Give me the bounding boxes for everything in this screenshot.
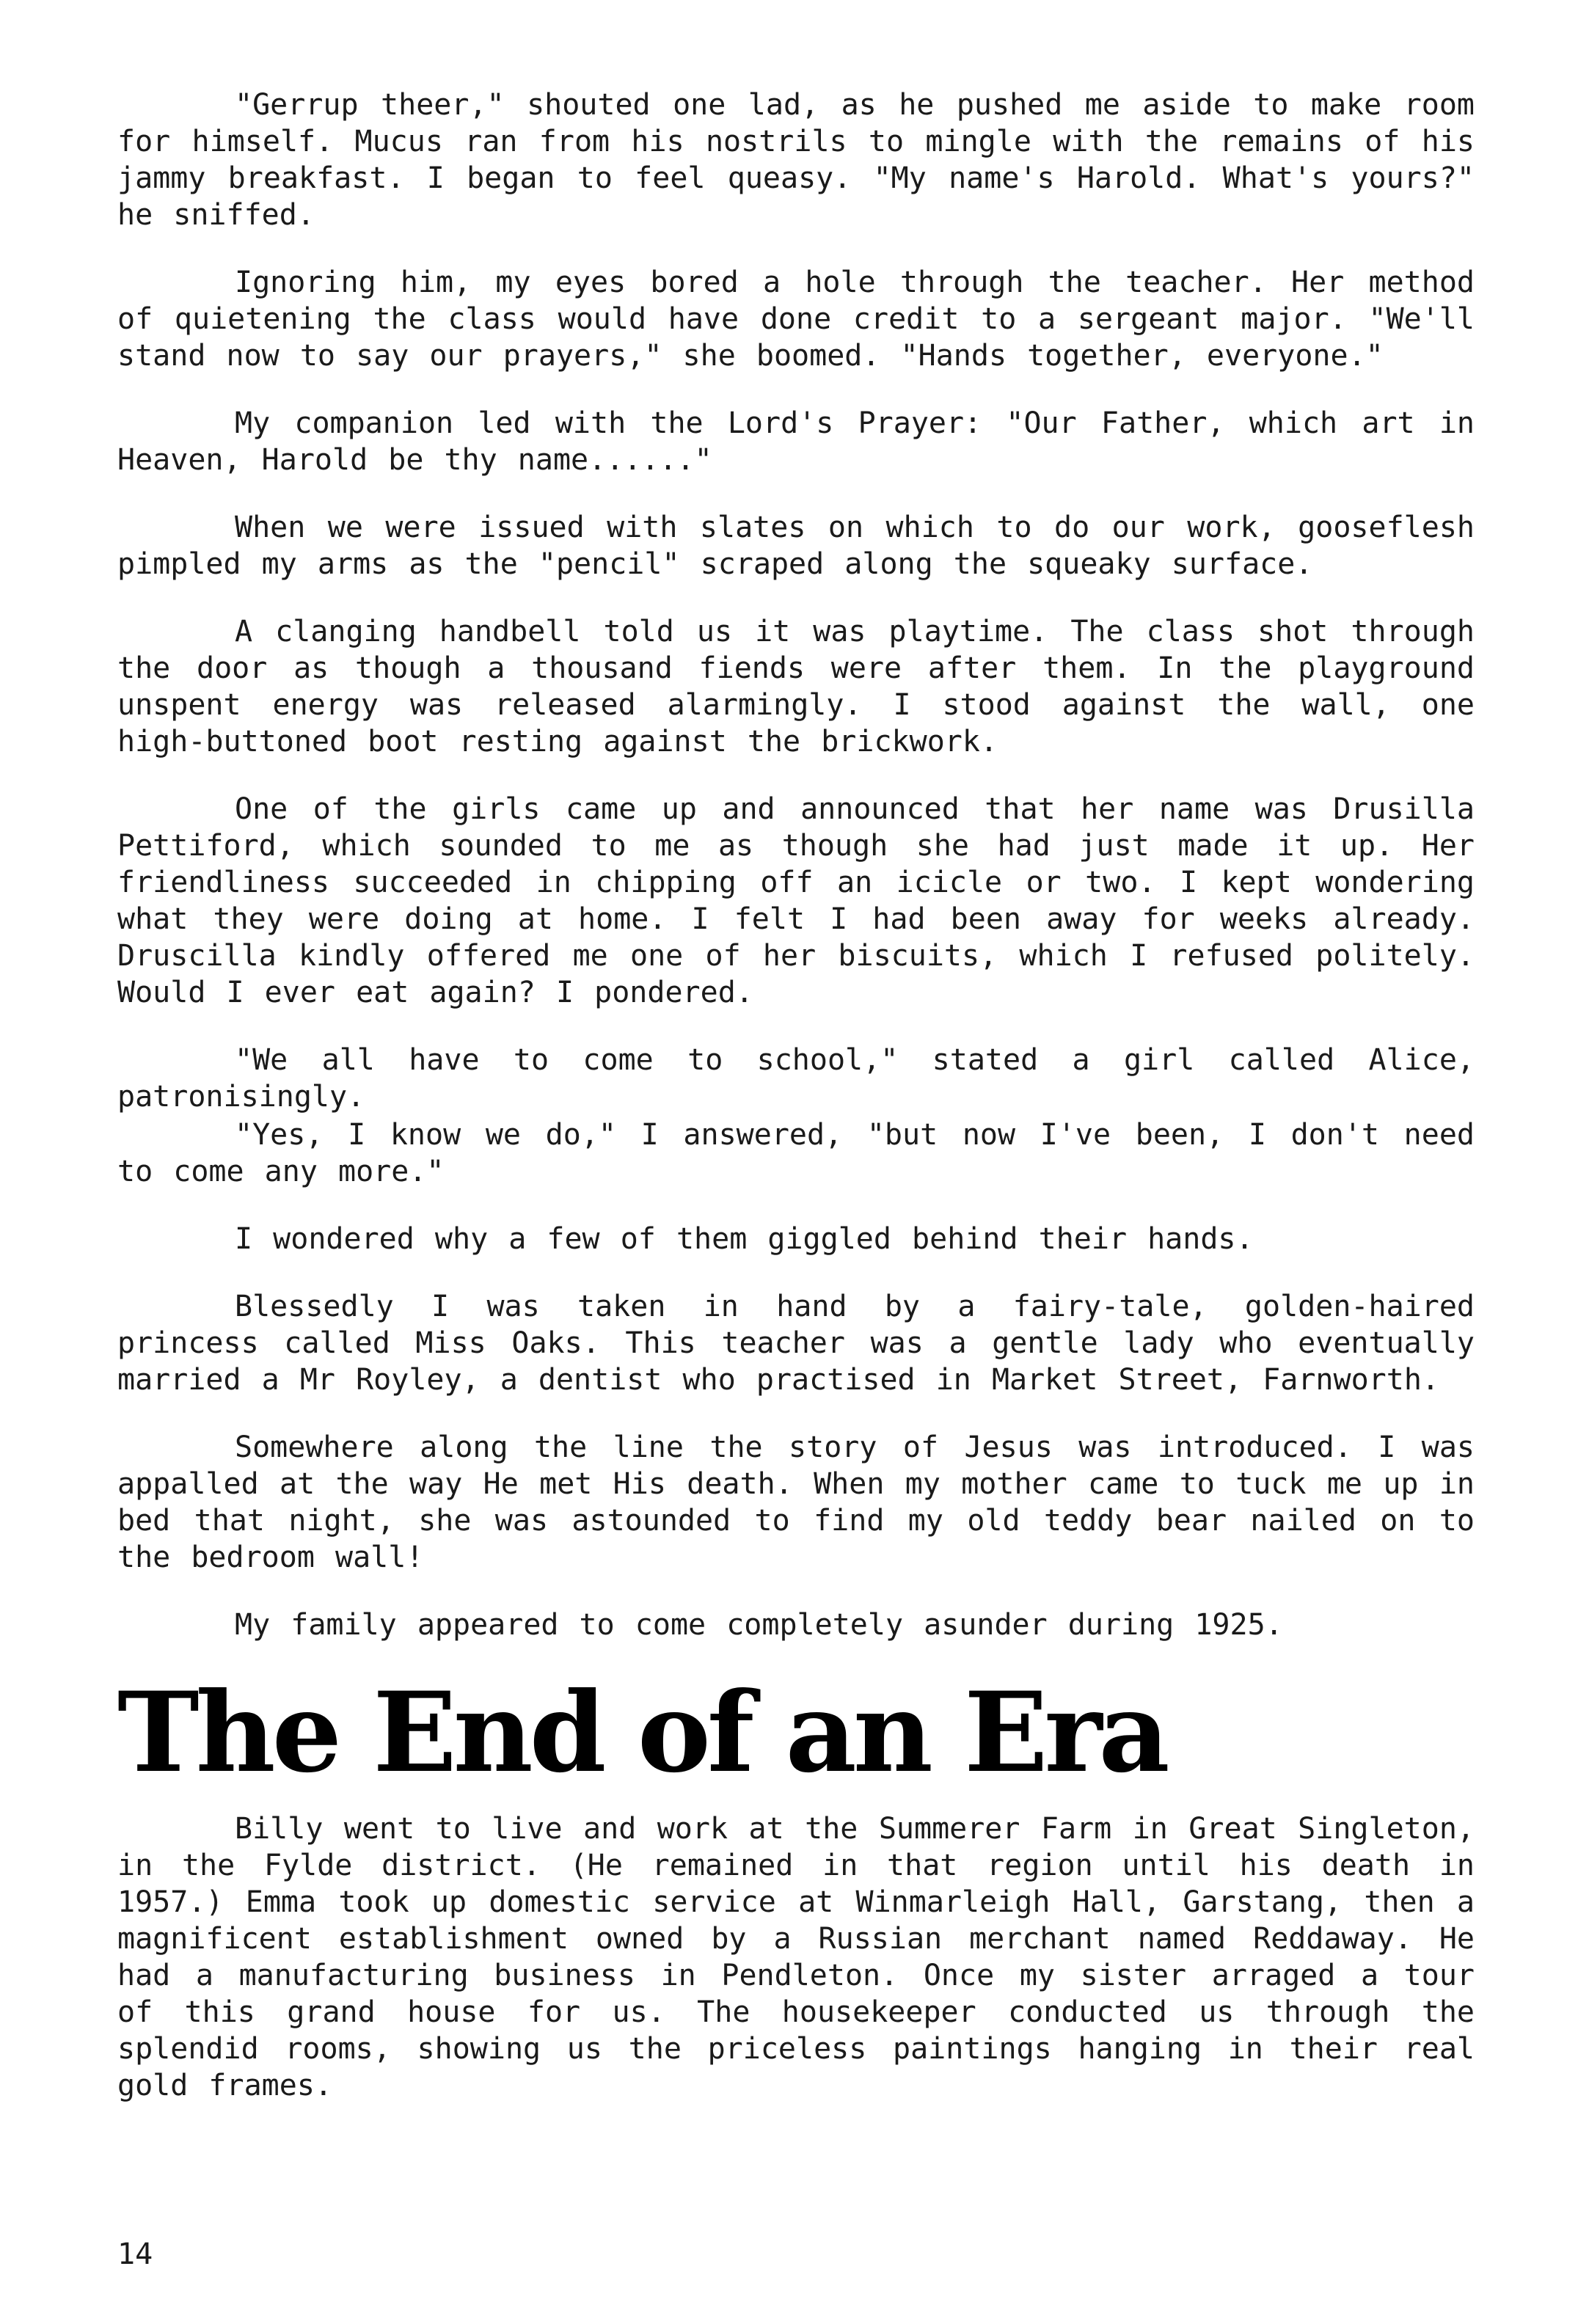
paragraph-jesus-story: Somewhere along the line the story of Jesus was introduced. I was appalled at the way He met His death. When my mother came to tuck me up in bed that night, she was astounded to find my old teddy bear nailed on to the bedroom wall! — [117, 1430, 1475, 1574]
paragraph-billy-emma: Billy went to live and work at the Summerer Farm in Great Singleton, in the Fylde district. (He remained in that region until his death in 1957.) Emma took up domestic service at Winmarleigh Hall, Garstang, then a magnificent establishment owned by a Russian merchant named Reddaway. He had a manufacturing business in Pendleton. Once my sister arraged a tour of this grand house for us. The housekeeper conducted us through the splendid rooms, showing us the priceless paintings hanging in their real gold frames. — [117, 1812, 1475, 2102]
paragraph-lords-prayer: My companion led with the Lord's Prayer: "Our Father, which art in Heaven, Harold be thy name......" — [117, 406, 1475, 477]
paragraph-teacher-prayers: Ignoring him, my eyes bored a hole through the teacher. Her method of quietening the class would have done credit to a sergeant major. "We'll stand now to say our prayers," she boomed. "Hands together, everyone." — [117, 266, 1475, 373]
paragraph-miss-oaks: Blessedly I was taken in hand by a fairy-tale, golden-haired princess called Miss Oaks. This teacher was a gentle lady who eventually married a Mr Royley, a dentist who practised in Market Street, Farnworth. — [117, 1290, 1475, 1397]
paragraph-slates: When we were issued with slates on which to do our work, gooseflesh pimpled my arms as the "pencil" scraped along the squeaky surface. — [117, 511, 1475, 581]
paragraph-answer: "Yes, I know we do," I answered, "but now I've been, I don't need to come any more." — [117, 1118, 1475, 1188]
paragraph-playtime: A clanging handbell told us it was playtime. The class shot through the door as though a thousand fiends were after them. In the playground unspent energy was released alarmingly. I stood against the wall, one high-buttoned boot resting against the brickwork. — [117, 615, 1475, 759]
page-number: 14 — [117, 2237, 153, 2271]
book-page — [117, 87, 1475, 2273]
paragraph-family-asunder: My family appeared to come completely asunder during 1925. — [235, 1608, 1283, 1642]
section-heading: The End of an Era — [117, 1668, 1166, 1797]
paragraph-drusilla: One of the girls came up and announced that her name was Drusilla Pettiford, which sounded to me as though she had just made it up. Her friendliness succeeded in chipping off an icicle or two. I kept wondering what they were doing at home. I felt I had been away for weeks already. Druscilla kindly offered me one of her biscuits, which I refused politely. Would I ever eat again? I pondered. — [117, 792, 1475, 1009]
paragraph-alice: "We all have to come to school," stated a girl called Alice, patronisingly. — [117, 1043, 1475, 1114]
paragraph-giggled: I wondered why a few of them giggled behind their hands. — [235, 1222, 1254, 1256]
paragraph-harold-intro: "Gerrup theer," shouted one lad, as he pushed me aside to make room for himself. Mucus ran from his nostrils to mingle with the remains of his jammy breakfast. I began to feel queasy. "My name's Harold. What's yours?" he sniffed. — [117, 88, 1475, 232]
